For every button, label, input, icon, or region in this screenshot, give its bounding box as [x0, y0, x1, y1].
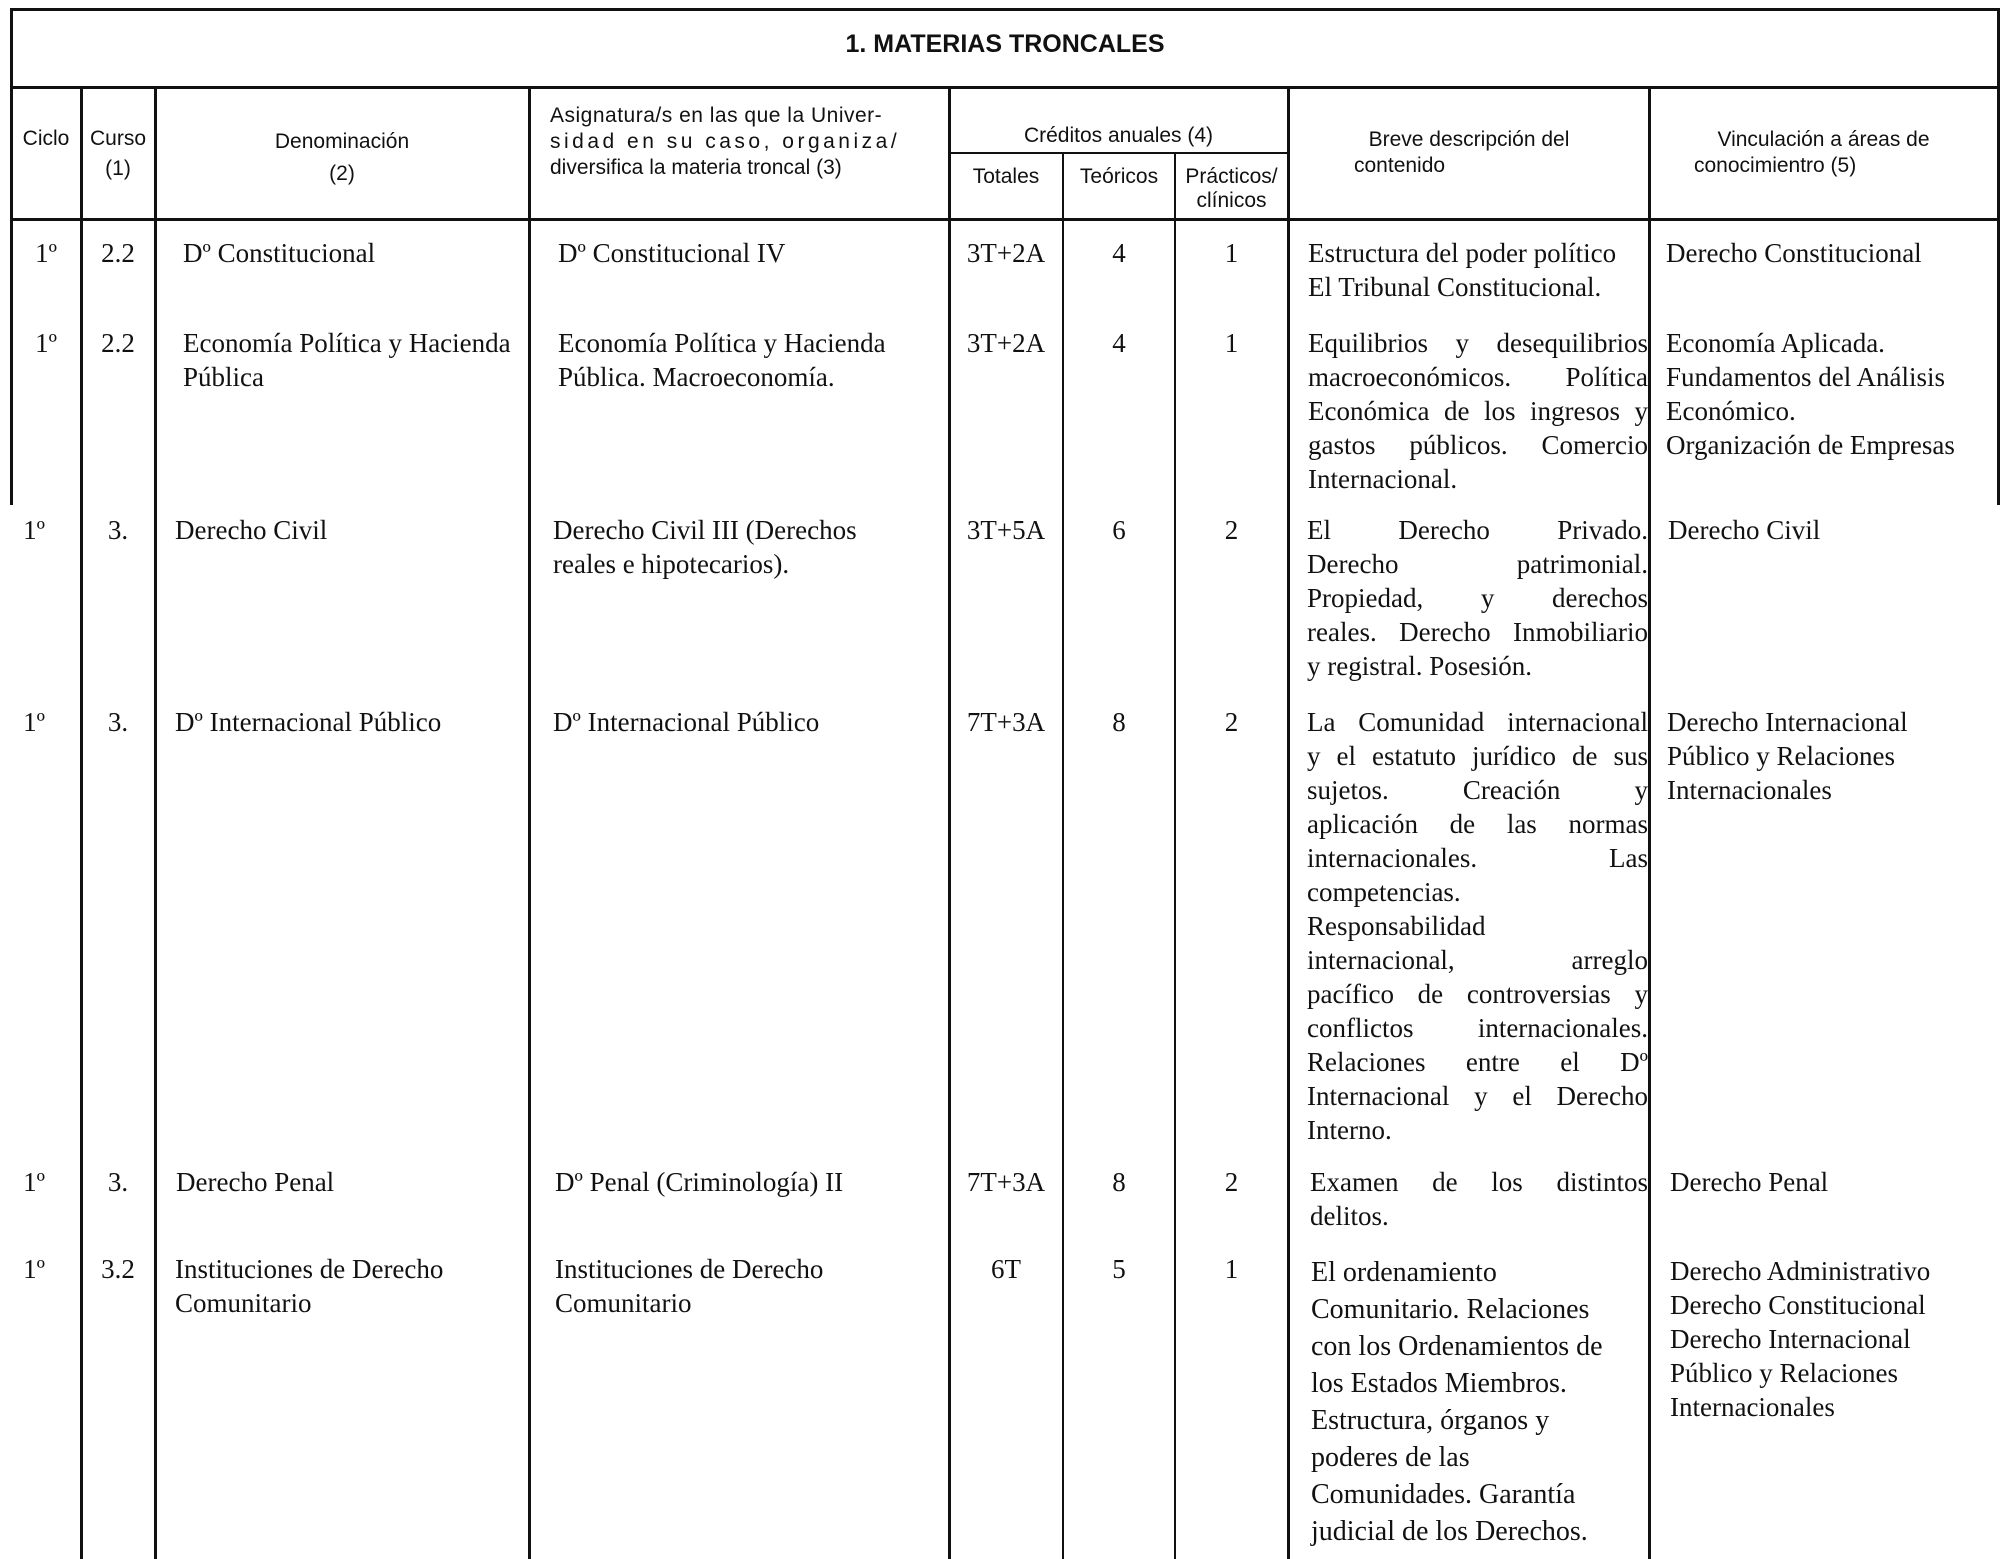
row-2-asignatura-line-2: Pública. Macroeconomía. — [558, 362, 835, 392]
row-6-asignatura-line-2: Comunitario — [555, 1288, 692, 1318]
border-right — [1997, 8, 2000, 505]
row-4-descripcion — [1307, 705, 1648, 1147]
header-ciclo: Ciclo — [22, 127, 70, 150]
col-divider-curso — [154, 86, 157, 1559]
row-3-descripcion-line-4: reales. Derecho Inmobiliario — [1307, 617, 1648, 647]
row-4-descripcion-line-10: conflictos internacionales. — [1307, 1013, 1648, 1043]
header-asignatura — [550, 103, 940, 181]
title-divider — [10, 86, 2000, 89]
col-divider-ciclo — [80, 86, 83, 1559]
row-2-totales: 3T+2A — [966, 328, 1046, 358]
row-5-curso: 3. — [107, 1167, 129, 1197]
row-2-vinculacion-line-1: Economía Aplicada. — [1666, 328, 1885, 358]
row-2-asignatura — [558, 326, 943, 394]
row-4-curso: 3. — [107, 707, 129, 737]
row-4-descripcion-line-5: internacionales. Las — [1307, 843, 1648, 873]
row-6-descripcion-line-8: judicial de los Derechos. — [1311, 1516, 1588, 1547]
row-4-asignatura-line-1: Dº Internacional Público — [553, 707, 820, 737]
header-denominacion-note: (2) — [329, 162, 355, 185]
row-4-descripcion-line-8: internacional, arreglo — [1307, 945, 1648, 975]
row-5-denominacion — [176, 1165, 526, 1199]
row-6-practicos: 1 — [1224, 1254, 1239, 1284]
row-4-descripcion-line-9: pacífico de controversias y — [1307, 979, 1648, 1009]
row-6-vinculacion-line-3: Derecho Internacional — [1670, 1324, 1911, 1354]
row-1-vinculacion-line-1: Derecho Constitucional — [1666, 238, 1922, 268]
creditos-divider — [948, 152, 1288, 154]
row-5-descripcion-line-1: Examen de los distintos — [1310, 1167, 1648, 1197]
row-2-asignatura-line-1: Economía Política y Hacienda — [558, 328, 886, 358]
row-6-descripcion-line-7: Comunidades. Garantía — [1311, 1479, 1576, 1510]
row-2-denominacion-line-2: Pública — [183, 362, 264, 392]
row-6-denominacion-line-2: Comunitario — [175, 1288, 312, 1318]
row-4-descripcion-line-12: Internacional y el Derecho — [1307, 1081, 1648, 1111]
header-denominacion-label: Denominación — [274, 130, 410, 153]
row-2-denominacion — [183, 326, 531, 394]
row-1-ciclo: 1º — [35, 238, 57, 268]
row-2-descripcion-line-5: Internacional. — [1308, 464, 1458, 494]
row-6-vinculacion-line-1: Derecho Administrativo — [1670, 1256, 1931, 1286]
header-practicos — [1176, 164, 1287, 214]
row-3-denominacion — [175, 513, 525, 547]
row-2-descripcion-line-2: macroeconómicos. Política — [1308, 362, 1648, 392]
row-4-descripcion-line-1: La Comunidad internacional — [1307, 707, 1648, 737]
row-6-vinculacion-line-4: Público y Relaciones — [1670, 1358, 1898, 1388]
row-6-descripcion-line-6: poderes de las — [1311, 1442, 1470, 1473]
row-2-curso: 2.2 — [101, 328, 135, 358]
row-4-denominacion-line-1: Dº Internacional Público — [175, 707, 442, 737]
row-1-practicos: 1 — [1224, 238, 1239, 268]
row-2-vinculacion-line-3: Económico. — [1666, 396, 1796, 426]
row-5-vinculacion — [1670, 1165, 1996, 1199]
row-4-descripcion-line-6: competencias. — [1307, 877, 1461, 907]
row-1-denominacion — [183, 236, 528, 270]
row-6-descripcion-line-3: con los Ordenamientos de — [1311, 1331, 1603, 1362]
row-4-denominacion — [175, 705, 525, 739]
row-6-teoricos: 5 — [1112, 1254, 1126, 1284]
header-denominacion — [156, 129, 528, 187]
header-descripcion — [1290, 127, 1648, 179]
row-2-vinculacion-line-2: Fundamentos del Análisis — [1666, 362, 1945, 392]
row-2-vinculacion-line-4: Organización de Empresas — [1666, 430, 1955, 460]
col-divider-asignatura — [948, 86, 951, 1559]
row-2-ciclo: 1º — [35, 328, 57, 358]
header-vinculacion — [1650, 127, 1997, 179]
row-4-descripcion-line-7: Responsabilidad — [1307, 911, 1486, 941]
header-totales: Totales — [972, 165, 1040, 188]
row-3-totales: 3T+5A — [966, 515, 1046, 545]
row-5-denominacion-line-1: Derecho Penal — [176, 1167, 335, 1197]
row-4-ciclo: 1º — [23, 707, 45, 737]
row-6-asignatura — [555, 1252, 945, 1320]
row-3-curso: 3. — [107, 515, 129, 545]
row-5-practicos: 2 — [1224, 1167, 1239, 1197]
row-4-vinculacion-line-1: Derecho Internacional — [1667, 707, 1908, 737]
row-5-asignatura-line-1: Dº Penal (Criminología) II — [555, 1167, 844, 1197]
row-4-vinculacion-line-2: Público y Relaciones — [1667, 741, 1895, 771]
row-6-vinculacion-line-2: Derecho Constitucional — [1670, 1290, 1926, 1320]
row-6-vinculacion — [1670, 1254, 1996, 1424]
row-2-vinculacion — [1666, 326, 1996, 462]
row-3-vinculacion-line-1: Derecho Civil — [1668, 515, 1821, 545]
row-3-descripcion — [1307, 513, 1648, 683]
row-2-teoricos: 4 — [1112, 328, 1126, 358]
col-divider-practicos — [1287, 86, 1290, 1559]
row-1-asignatura — [558, 236, 943, 270]
row-4-descripcion-line-3: sujetos. Creación y — [1307, 775, 1648, 805]
row-3-descripcion-line-5: y registral. Posesión. — [1307, 651, 1532, 681]
header-asignatura-line-3: diversifica la materia troncal (3) — [550, 156, 842, 179]
row-3-teoricos: 6 — [1112, 515, 1126, 545]
row-6-descripcion-line-4: los Estados Miembros. — [1311, 1368, 1567, 1399]
row-6-denominacion-line-1: Instituciones de Derecho — [175, 1254, 444, 1284]
row-2-descripcion-line-3: Económica de los ingresos y — [1308, 396, 1648, 426]
header-curso-label: Curso — [89, 127, 147, 150]
header-descripcion-line-1: Breve descripción del — [1368, 128, 1570, 151]
row-3-asignatura — [553, 513, 943, 581]
col-divider-descripcion — [1648, 86, 1651, 1559]
row-3-asignatura-line-1: Derecho Civil III (Derechos — [553, 515, 857, 545]
row-2-descripcion-line-4: gastos públicos. Comercio — [1308, 430, 1648, 460]
row-5-asignatura — [555, 1165, 945, 1199]
row-1-totales: 3T+2A — [966, 238, 1046, 268]
row-6-vinculacion-line-5: Internacionales — [1670, 1392, 1835, 1422]
row-5-descripcion-line-2: delitos. — [1310, 1201, 1389, 1231]
row-6-denominacion — [175, 1252, 525, 1320]
row-6-descripcion-line-5: Estructura, órganos y — [1311, 1405, 1550, 1436]
row-3-vinculacion — [1668, 513, 1996, 547]
row-6-ciclo: 1º — [23, 1254, 45, 1284]
header-vinculacion-line-2: conocimientro (5) — [1694, 154, 1857, 177]
col-divider-teoricos — [1174, 152, 1176, 1559]
row-3-practicos: 2 — [1224, 515, 1239, 545]
row-4-descripcion-line-11: Relaciones entre el Dº — [1307, 1047, 1648, 1077]
row-4-teoricos: 8 — [1112, 707, 1126, 737]
header-creditos: Créditos anuales (4) — [1023, 124, 1214, 147]
row-3-descripcion-line-1: El Derecho Privado. — [1307, 515, 1648, 545]
row-4-vinculacion-line-3: Internacionales — [1667, 775, 1832, 805]
header-curso-note: (1) — [105, 157, 131, 180]
col-divider-denominacion — [528, 86, 531, 1559]
row-1-asignatura-line-1: Dº Constitucional IV — [558, 238, 786, 268]
header-asignatura-line-1: Asignatura/s en las que la Univer- — [550, 104, 883, 127]
row-2-practicos: 1 — [1224, 328, 1239, 358]
row-5-teoricos: 8 — [1112, 1167, 1126, 1197]
row-5-descripcion — [1310, 1165, 1648, 1233]
row-2-descripcion-line-1: Equilibrios y desequilibrios — [1308, 328, 1648, 358]
row-1-descripcion-line-1: Estructura del poder político — [1308, 238, 1617, 268]
row-2-denominacion-line-1: Economía Política y Hacienda — [183, 328, 511, 358]
row-1-descripcion-line-2: El Tribunal Constitucional. — [1308, 272, 1602, 302]
row-6-totales: 6T — [991, 1254, 1021, 1284]
row-6-descripcion-line-2: Comunitario. Relaciones — [1311, 1294, 1590, 1325]
row-6-descripcion — [1311, 1254, 1648, 1550]
header-vinculacion-line-1: Vinculación a áreas de — [1717, 128, 1930, 151]
col-divider-totales — [1062, 152, 1064, 1559]
row-1-curso: 2.2 — [101, 238, 135, 268]
row-4-descripcion-line-4: aplicación de las normas — [1307, 809, 1648, 839]
header-teoricos: Teóricos — [1079, 165, 1159, 188]
header-practicos-line-2: clínicos — [1196, 189, 1267, 212]
row-3-descripcion-line-2: Derecho patrimonial. — [1307, 549, 1648, 579]
row-6-descripcion-line-1: El ordenamiento — [1311, 1257, 1497, 1288]
row-3-asignatura-line-2: reales e hipotecarios). — [553, 549, 790, 579]
row-4-practicos: 2 — [1224, 707, 1239, 737]
row-3-descripcion-line-3: Propiedad, y derechos — [1307, 583, 1648, 613]
row-4-asignatura — [553, 705, 943, 739]
row-1-vinculacion — [1666, 236, 1996, 270]
row-1-denominacion-line-1: Dº Constitucional — [183, 238, 376, 268]
row-5-ciclo: 1º — [23, 1167, 45, 1197]
row-3-ciclo: 1º — [23, 515, 45, 545]
row-4-totales: 7T+3A — [966, 707, 1046, 737]
row-5-totales: 7T+3A — [966, 1167, 1046, 1197]
header-practicos-line-1: Prácticos/ — [1185, 165, 1278, 188]
header-descripcion-line-2: contenido — [1354, 154, 1446, 177]
page-title: 1. MATERIAS TRONCALES — [845, 30, 1165, 58]
row-4-descripcion-line-13: Interno. — [1307, 1115, 1392, 1145]
row-2-descripcion — [1308, 326, 1648, 496]
row-4-descripcion-line-2: y el estatuto jurídico de sus — [1307, 741, 1648, 771]
top-border — [10, 8, 2000, 11]
header-asignatura-line-2: sidad en su caso, organiza/ — [550, 130, 901, 153]
row-1-teoricos: 4 — [1112, 238, 1126, 268]
header-divider — [10, 218, 2000, 221]
row-5-vinculacion-line-1: Derecho Penal — [1670, 1167, 1829, 1197]
header-curso — [82, 126, 154, 182]
row-1-descripcion — [1308, 236, 1650, 304]
row-6-curso: 3.2 — [101, 1254, 135, 1284]
row-3-denominacion-line-1: Derecho Civil — [175, 515, 328, 545]
row-4-vinculacion — [1667, 705, 1996, 807]
row-6-asignatura-line-1: Instituciones de Derecho — [555, 1254, 824, 1284]
